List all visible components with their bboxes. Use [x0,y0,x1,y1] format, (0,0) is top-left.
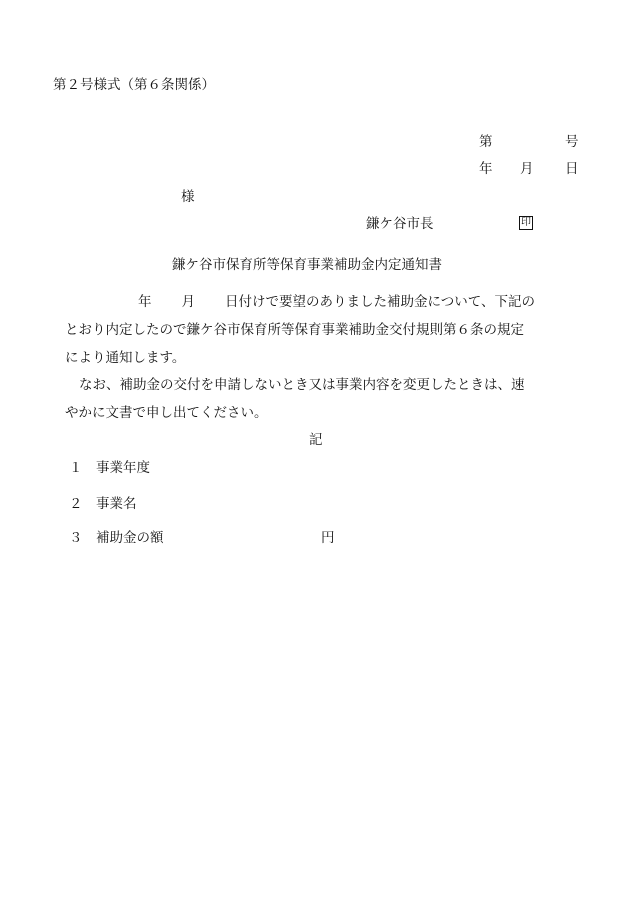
document-number-prefix: 第 [479,134,493,150]
list-item [69,462,150,476]
item-number: ２ [69,496,83,512]
paragraph-line: とおり内定したので鎌ケ谷市保育所等保育事業補助金交付規則第６条の規定 [65,322,524,338]
item-label: 事業年度 [96,460,150,476]
form-label: 第２号様式（第６条関係） [53,77,215,93]
item-label: 補助金の額 [96,530,164,546]
date-month-label: 月 [520,161,534,177]
document-number-suffix: 号 [565,134,579,150]
seal-icon: 印 [521,217,531,228]
paragraph-line [65,371,565,399]
paragraph-line: やかに文書で申し出てください。 [65,405,268,421]
note-line1-text: なお、補助金の交付を申請しないとき又は事業内容を変更したときは、速 [79,377,525,393]
ki-heading: 記 [309,432,323,448]
yen-unit: 円 [321,530,335,546]
body-month-label: 月 [181,294,195,310]
date-day-label: 日 [565,161,579,177]
notice-paragraph [65,288,565,372]
item-label: 事業名 [96,496,137,512]
body-line1-text: 日付けで要望のありました補助金について、下記の [225,294,535,310]
document-title: 鎌ケ谷市保育所等保育事業補助金内定通知書 [172,257,442,273]
paragraph-line: により通知します。 [65,350,186,366]
body-year-label: 年 [138,294,152,310]
list-item [69,498,137,512]
item-number: ３ [69,530,83,546]
date-year-label: 年 [479,161,493,177]
addressee-honorific: 様 [181,189,195,205]
paragraph-line [65,288,565,316]
item-number: １ [69,460,83,476]
note-paragraph [65,371,565,427]
list-item [69,532,164,546]
issuer-name: 鎌ケ谷市長 [366,216,434,232]
